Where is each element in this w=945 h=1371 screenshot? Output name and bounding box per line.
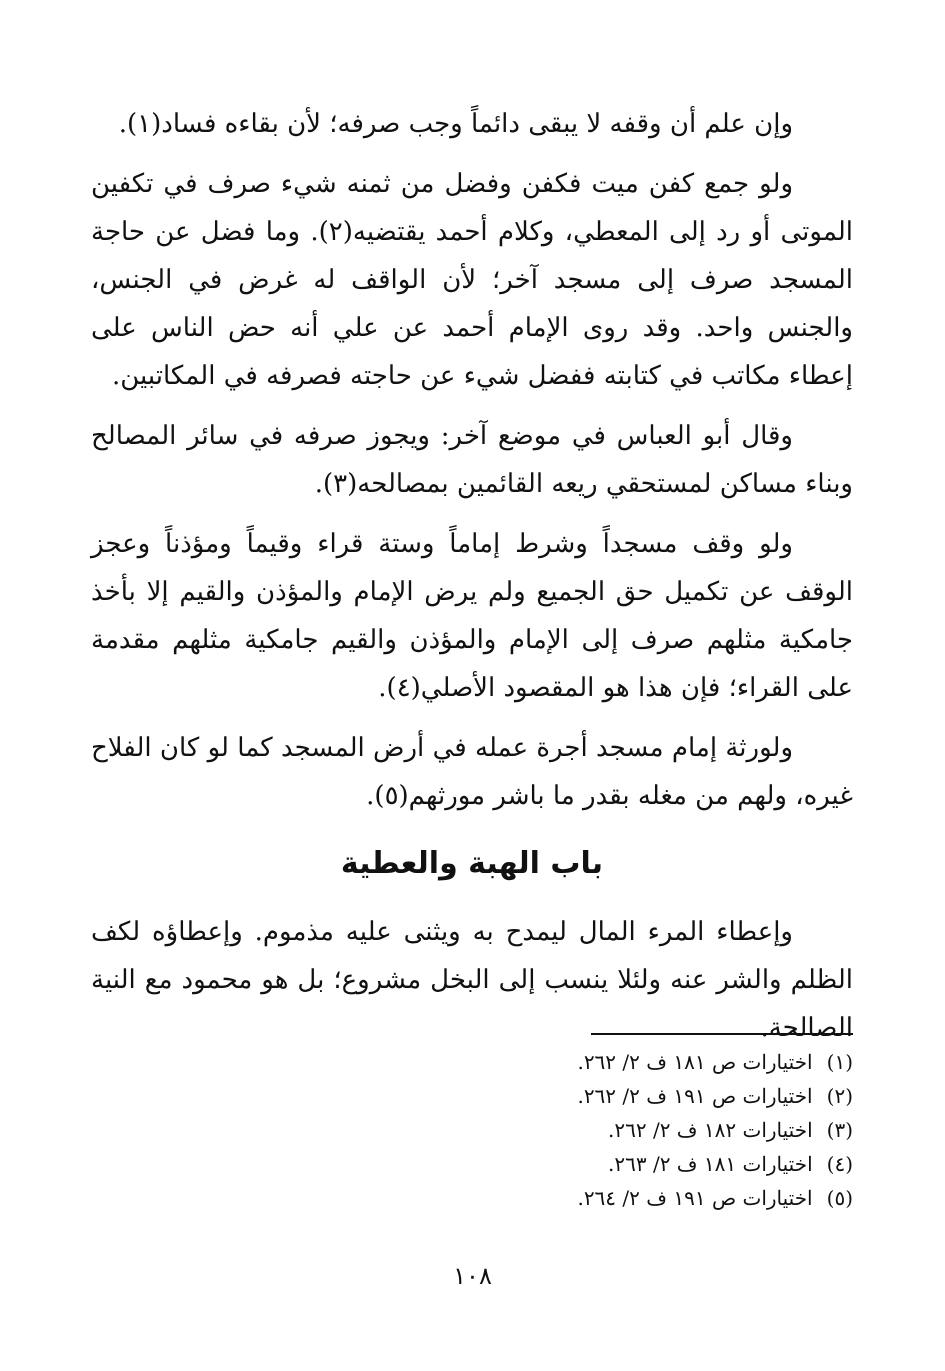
footnote-number: (٣) (826, 1118, 853, 1142)
paragraph: ولورثة إمام مسجد أجرة عمله في أرض المسجد كما لو كان الفلاح غيره، ولهم من مغله بقدر ما باشر مورثهم(٥). (91, 733, 853, 811)
footnote-item (91, 1079, 853, 1113)
footnote-number: (٥) (826, 1186, 853, 1210)
footnote-text: اختيارات ص ١٩١ ف ٢/ ٢٦٢. (577, 1084, 813, 1108)
footnote-item (91, 1045, 853, 1079)
page-number: ١٠٨ (453, 1262, 492, 1290)
footnotes-list (91, 1045, 853, 1215)
paragraph: وإن علم أن وقفه لا يبقى دائماً وجب صرفه؛ لأن بقاءه فساد(١). (118, 109, 793, 139)
footnote-text: اختيارات ص ١٨١ ف ٢/ ٢٦٢. (577, 1050, 813, 1074)
footnote-number: (١) (826, 1050, 853, 1074)
paragraph: ولو وقف مسجداً وشرط إماماً وستة قراء وقيماً ومؤذناً وعجز الوقف عن تكميل حق الجميع ولم يرض الإمام والمؤذن والقيم إلا بأخذ جامكية مثلهم صرف إلى الإمام والمؤذن والقيم جامكية مثلهم مقدمة على القراء؛ فإن هذا هو المقصود الأصلي(٤). (91, 529, 853, 703)
footnote-text: اختيارات ١٨٢ ف ٢/ ٢٦٢. (608, 1118, 813, 1142)
paragraph: وإعطاء المرء المال ليمدح به ويثنى عليه مذموم. وإعطاؤه لكف الظلم والشر عنه ولئلا ينسب إلى البخل مشروع؛ بل هو محمود مع النية الصالحة. (91, 917, 853, 1043)
footnote-divider (591, 1033, 853, 1035)
footnote-item (91, 1181, 853, 1215)
footnote-number: (٤) (826, 1152, 853, 1176)
main-text (91, 100, 853, 1064)
footnote-text: اختيارات ص ١٩١ ف ٢/ ٢٦٤. (577, 1186, 813, 1210)
footnote-number: (٢) (826, 1084, 853, 1108)
section-heading: باب الهبة والعطية (340, 846, 604, 881)
footnote-item (91, 1147, 853, 1181)
paragraph: وقال أبو العباس في موضع آخر: ويجوز صرفه في سائر المصالح وبناء مساكن لمستحقي ريعه القائمين بمصالحه(٣). (91, 421, 853, 499)
footnote-item (91, 1113, 853, 1147)
paragraph: ولو جمع كفن ميت فكفن وفضل من ثمنه شيء صرف في تكفين الموتى أو رد إلى المعطي، وكلام أحمد يقتضيه(٢). وما فضل عن حاجة المسجد صرف إلى مسجد آخر؛ لأن الواقف له غرض في الجنس، والجنس واحد. وقد روى الإمام أحمد عن علي أنه حض الناس على إعطاء مكاتب في كتابته ففضل شيء عن حاجته فصرفه في المكاتبين. (91, 169, 854, 391)
footnote-text: اختيارات ١٨١ ف ٢/ ٢٦٣. (608, 1152, 813, 1176)
